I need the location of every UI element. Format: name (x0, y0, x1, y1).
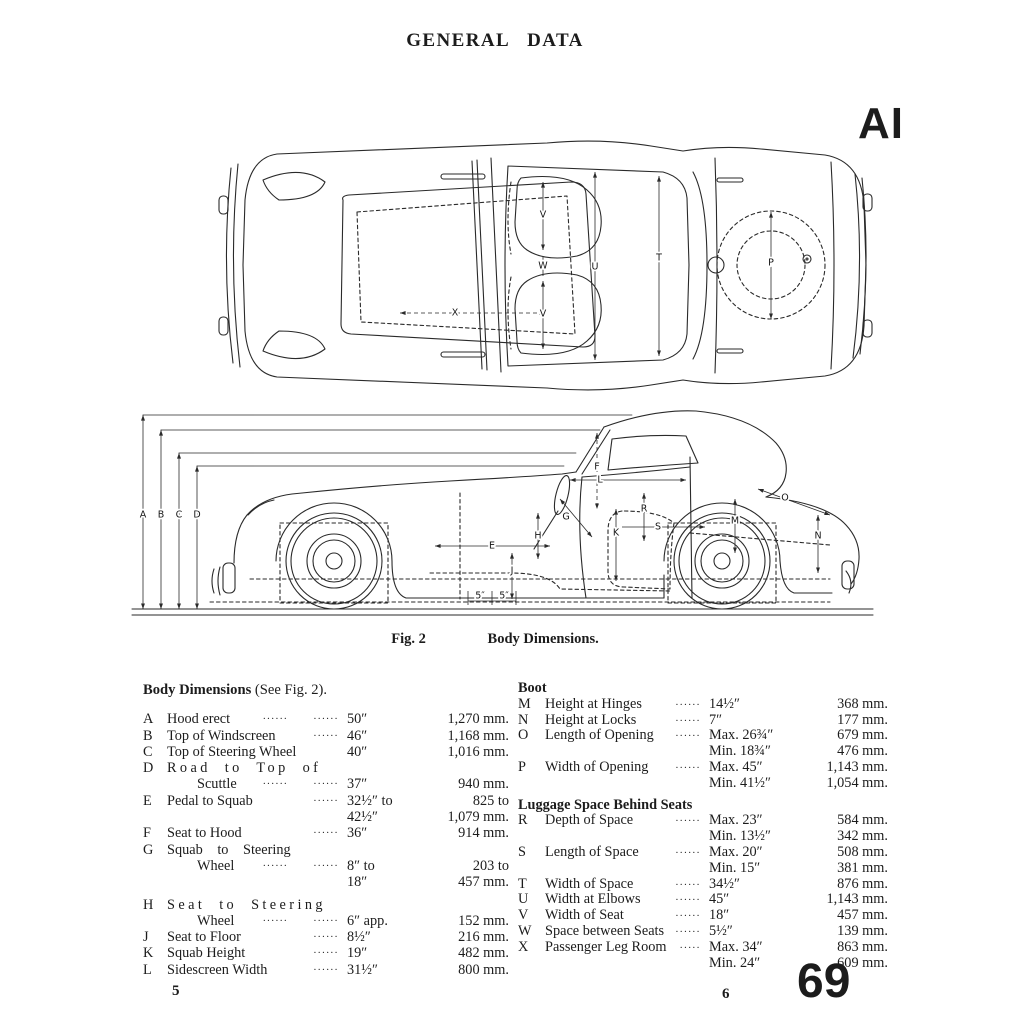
body-dimensions-column (143, 682, 509, 978)
dimension-letter: T (518, 875, 527, 892)
leader-dots: ...... (675, 892, 701, 904)
dimension-label: Space between Seats (545, 923, 665, 939)
dimension-row (143, 711, 509, 727)
section-header-row: Boot (518, 680, 547, 696)
dimension-letter: F (143, 825, 151, 842)
dimension-letter: A (143, 711, 154, 728)
dimension-label-cell (545, 697, 709, 713)
leader-dots: ...... (675, 844, 701, 856)
dimension-row (143, 897, 509, 913)
dimension-row (143, 842, 509, 858)
boot-and-luggage-column (518, 681, 888, 971)
dimension-row (518, 713, 888, 729)
dimension-label-cell (545, 760, 709, 776)
dimension-inches: Max. 45″ (709, 758, 763, 775)
dimension-inches: 46″ (347, 727, 368, 744)
dimension-label: Seat to Floor (167, 929, 241, 946)
dimension-letter: O (518, 727, 529, 744)
dimension-letter: W (518, 922, 532, 939)
dimension-label: Length of Opening (545, 728, 654, 744)
leader-dots: ...... (313, 961, 339, 973)
dimension-mm: 914 mm. (458, 825, 509, 842)
figure-caption-label: Fig. 2 (391, 631, 426, 647)
dimension-inches: 31½″ (347, 961, 378, 978)
section-mark: AI (858, 99, 904, 148)
dimension-mm: 368 mm. (837, 695, 888, 712)
dimension-label-cell (545, 956, 709, 972)
dimension-label: Width at Elbows (545, 892, 641, 908)
dimension-inches: Max. 23″ (709, 812, 763, 829)
body-dimensions-title-suffix: (See Fig. 2). (251, 682, 328, 698)
dimension-inches: 6″ app. (347, 912, 388, 929)
dimension-row (143, 913, 509, 929)
dimension-label-cell (167, 760, 347, 776)
dimension-label-cell (545, 713, 709, 729)
dimension-letter: K (143, 945, 154, 962)
plan-view-labels (452, 210, 774, 320)
leader-dots: ...... (675, 712, 701, 724)
figure-label: D (193, 509, 201, 521)
dimension-row (143, 825, 509, 841)
dimension-mm: 476 mm. (837, 743, 888, 760)
dimension-mm: 1,016 mm. (447, 743, 509, 760)
dimension-label: Length of Space (545, 844, 639, 860)
dimension-row (518, 908, 888, 924)
leader-dots: ...... (675, 876, 701, 888)
page-title: GENERAL DATA (406, 30, 584, 51)
dimension-row (518, 924, 888, 940)
dimension-inches: 45″ (709, 891, 730, 908)
figure-label: T (656, 252, 662, 264)
dimension-label: Width of Space (545, 876, 634, 892)
dimension-letter: D (143, 760, 154, 777)
dimension-label: Scuttle (197, 776, 237, 793)
dimension-row (518, 728, 888, 744)
dimension-letter (143, 776, 167, 792)
dimension-mm: 381 mm. (837, 859, 888, 876)
plan-dimension-lines (400, 172, 771, 360)
dimension-label: Height at Hinges (545, 696, 642, 712)
dimension-mm: 584 mm. (837, 812, 888, 829)
section-header-row: Luggage Space Behind Seats (518, 796, 693, 813)
dimension-mm: 457 mm. (837, 907, 888, 924)
dimension-inches: Min. 15″ (709, 859, 761, 876)
figure-label: K (612, 527, 620, 539)
figure-label: W (538, 260, 548, 272)
dimension-inches: Max. 26¾″ (709, 727, 774, 744)
dimension-inches: 19″ (347, 945, 368, 962)
dimension-inches: 42½″ (347, 809, 378, 826)
dimension-label-cell (167, 728, 347, 744)
dimension-letter (143, 874, 167, 890)
figure-label: R (640, 503, 648, 515)
dimension-letter: H (143, 896, 154, 913)
dimension-label-cell (545, 908, 709, 924)
dimension-mm: 152 mm. (458, 912, 509, 929)
dimension-letter (143, 913, 167, 929)
dimension-label-cell (167, 711, 347, 727)
figure-label: J (510, 565, 514, 577)
dimension-letter: X (518, 938, 529, 955)
body-dimensions-rows (143, 711, 509, 978)
dimension-inches: 7″ (709, 711, 723, 728)
dimension-letter: B (143, 727, 153, 744)
dimension-row (143, 728, 509, 744)
figure-caption (0, 631, 990, 648)
dimension-label-cell (545, 940, 709, 956)
dimension-label-cell (167, 776, 347, 792)
figure-label: H (534, 530, 542, 542)
dimension-label: Passenger Leg Room (545, 939, 667, 955)
car-body-side (132, 411, 873, 615)
figure-label: X (451, 307, 459, 319)
dimension-row (143, 858, 509, 874)
dimension-mm: 863 mm. (837, 938, 888, 955)
dimension-label-cell (167, 945, 347, 961)
dimension-mm: 1,079 mm. (447, 809, 509, 826)
dimension-label-cell (167, 825, 347, 841)
dimension-inches: Min. 41½″ (709, 774, 771, 791)
dimension-row (518, 845, 888, 861)
dimension-letter: P (518, 758, 526, 775)
dimension-label: Hood erect (167, 711, 231, 728)
dimension-label-cell (545, 813, 709, 829)
dimension-mm: 139 mm. (837, 922, 888, 939)
body-dimensions-title: Body Dimensions (143, 682, 252, 698)
leader-dots: ...... (675, 923, 701, 935)
leader-dots: ...... (675, 759, 701, 771)
dimension-row (518, 940, 888, 956)
dimension-label: Road to Top of (167, 760, 322, 777)
page-number-left: 5 (172, 983, 180, 999)
dimension-label-cell (545, 744, 709, 760)
dimension-inches (347, 842, 423, 858)
dimension-label-cell (167, 962, 347, 978)
dimension-row (143, 809, 509, 825)
dimension-label-cell (545, 829, 709, 845)
dimension-row (143, 874, 509, 890)
dimension-row (143, 793, 509, 809)
dimension-mm: 508 mm. (837, 843, 888, 860)
leader-dots: ...... (675, 696, 701, 708)
dimension-label-cell (167, 874, 347, 890)
dimension-mm: 825 to (472, 792, 509, 809)
dimension-row (518, 760, 888, 776)
dimension-mm: 342 mm. (837, 828, 888, 845)
dimension-letter: E (143, 792, 152, 809)
leader-dots: ...... (313, 727, 339, 739)
dimension-letter (518, 829, 545, 845)
leader-dots: ...... ...... (262, 857, 339, 869)
dimension-letter: M (518, 695, 531, 712)
dimension-row (518, 744, 888, 760)
dimension-letter: L (143, 961, 152, 978)
dimension-mm: 203 to (472, 857, 509, 874)
dimension-label: Wheel (197, 857, 235, 874)
leader-dots: ...... ...... (262, 776, 339, 788)
leader-dots: ..... (679, 939, 701, 951)
dimension-mm: 216 mm. (458, 929, 509, 946)
dimension-inches: 8½″ (347, 929, 371, 946)
leader-dots: ...... (313, 792, 339, 804)
dimension-letter (518, 744, 545, 760)
dimension-inches: 5½″ (709, 922, 733, 939)
dimension-inches: 40″ (347, 743, 368, 760)
dimension-inches: 37″ (347, 776, 368, 793)
dimension-label: Seat to Hood (167, 825, 242, 842)
dimension-mm: 876 mm. (837, 875, 888, 892)
dimension-label: Seat to Steering (167, 896, 326, 913)
dimension-label-cell (167, 744, 347, 760)
dimension-label: Top of Steering Wheel (167, 743, 297, 760)
dimension-row (518, 892, 888, 908)
dimension-mm: 482 mm. (458, 945, 509, 962)
figure-label: A (139, 509, 147, 521)
page-number-large: 69 (797, 955, 851, 1008)
figure-label: V (539, 209, 547, 221)
dimension-inches: Min. 13½″ (709, 828, 771, 845)
dimension-row (143, 945, 509, 961)
dimension-inches (347, 897, 423, 913)
figure-label: F (594, 461, 600, 473)
dimension-row (518, 776, 888, 792)
dimension-inches: Min. 24″ (709, 954, 761, 971)
figure-label: M (730, 515, 740, 527)
dimension-inches: Max. 20″ (709, 843, 763, 860)
figure-caption-text: Body Dimensions. (487, 631, 599, 647)
page-number-right: 6 (722, 986, 730, 1002)
figure-label: 5″ (475, 590, 485, 602)
dimension-mm: 800 mm. (458, 961, 509, 978)
dimension-label-cell (167, 809, 347, 825)
leader-dots: ...... (313, 945, 339, 957)
figure-label: L (597, 474, 603, 486)
dimension-letter: U (518, 891, 529, 908)
dimension-mm: 457 mm. (458, 874, 509, 891)
dimension-row (518, 861, 888, 877)
dimension-mm: 1,054 mm. (826, 774, 888, 791)
dimension-inches: 34½″ (709, 875, 740, 892)
dimension-mm (423, 760, 509, 776)
boot-and-luggage-rows (518, 681, 888, 971)
dimension-label-cell (545, 892, 709, 908)
dimension-letter (518, 861, 545, 877)
leader-dots: ...... (675, 728, 701, 740)
dimension-letter (518, 956, 545, 972)
dimension-mm: 177 mm. (837, 711, 888, 728)
side-view-labels (140, 462, 822, 602)
dimension-mm: 940 mm. (458, 776, 509, 793)
dimension-label: Height at Locks (545, 712, 637, 728)
dimension-letter: S (518, 843, 526, 860)
figure-label: N (814, 530, 822, 542)
figure-label: O (781, 492, 789, 504)
leader-dots: ...... ...... (262, 711, 339, 723)
dimension-letter: J (143, 929, 149, 946)
body-dimensions-heading (143, 682, 509, 698)
dimension-mm: 679 mm. (837, 727, 888, 744)
dimension-inches: 36″ (347, 825, 368, 842)
dimension-mm: 1,143 mm. (826, 891, 888, 908)
dimension-mm: 1,168 mm. (447, 727, 509, 744)
dimension-label: Squab to Steering (167, 841, 291, 858)
dimension-label: Squab Height (167, 945, 246, 962)
dimension-label: Pedal to Squab (167, 792, 253, 809)
dimension-label-cell (545, 776, 709, 792)
dimension-label-cell (167, 842, 347, 858)
dimension-letter: R (518, 812, 528, 829)
dimension-inches: 18″ (347, 874, 368, 891)
dimension-label: Width of Opening (545, 759, 649, 775)
dimension-letter (518, 776, 545, 792)
dimension-mm: 1,270 mm. (447, 711, 509, 728)
dimension-row (143, 744, 509, 760)
figure-label: U (591, 261, 599, 273)
dimension-label-cell (167, 897, 347, 913)
dimension-row (143, 962, 509, 978)
dimension-mm: 1,143 mm. (826, 758, 888, 775)
dimension-inches: 50″ (347, 711, 368, 728)
dimension-label-cell (545, 861, 709, 877)
dimension-label-cell (167, 913, 347, 929)
dimension-letter (143, 809, 167, 825)
dimension-row (143, 776, 509, 792)
figure-label: B (157, 509, 165, 521)
dimension-inches: 14½″ (709, 695, 740, 712)
dimension-row (518, 829, 888, 845)
dimension-row (518, 813, 888, 829)
dimension-label-cell (167, 929, 347, 945)
dimension-label: Wheel (197, 912, 235, 929)
dimension-label-cell (545, 924, 709, 940)
dimension-row (143, 929, 509, 945)
dimension-letter: V (518, 907, 529, 924)
figure-label: E (488, 540, 496, 552)
dimension-label-cell (167, 858, 347, 874)
car-plan-view-drawing (215, 138, 875, 393)
dimension-inches: 18″ (709, 907, 730, 924)
dimension-row (518, 697, 888, 713)
dimension-label: Depth of Space (545, 813, 634, 829)
dimension-row (143, 760, 509, 776)
dimension-letter: N (518, 711, 529, 728)
leader-dots: ...... ...... (262, 912, 339, 924)
dimension-letter: G (143, 841, 154, 858)
dimension-inches: Max. 34″ (709, 938, 763, 955)
dimension-mm (423, 842, 509, 858)
dimension-letter (143, 858, 167, 874)
dimension-inches: Min. 18¾″ (709, 743, 771, 760)
figure-label: S (654, 521, 662, 533)
dimension-label-cell (545, 877, 709, 893)
figure-label: V (539, 308, 547, 320)
leader-dots: ...... (675, 813, 701, 825)
figure-label: 5″ (499, 590, 509, 602)
car-side-view-drawing (130, 403, 875, 621)
leader-dots: ...... (313, 929, 339, 941)
figure-label: C (175, 509, 183, 521)
dimension-inches (347, 760, 423, 776)
dimension-label: Sidescreen Width (167, 961, 268, 978)
figure-label: G (562, 511, 570, 523)
dimension-label: Width of Seat (545, 908, 624, 924)
dimension-label-cell (545, 728, 709, 744)
leader-dots: ...... (313, 825, 339, 837)
leader-dots: ...... (675, 908, 701, 920)
dimension-row (518, 877, 888, 893)
figure-label: P (768, 257, 774, 269)
dimension-label-cell (167, 793, 347, 809)
dimension-inches: 8″ to (347, 857, 375, 874)
dimension-label-cell (545, 845, 709, 861)
dimension-letter: C (143, 743, 153, 760)
dimension-mm: 609 mm. (837, 954, 888, 971)
dimension-inches: 32½″ to (347, 792, 393, 809)
dimension-label: Top of Windscreen (167, 727, 276, 744)
dimension-mm (423, 897, 509, 913)
